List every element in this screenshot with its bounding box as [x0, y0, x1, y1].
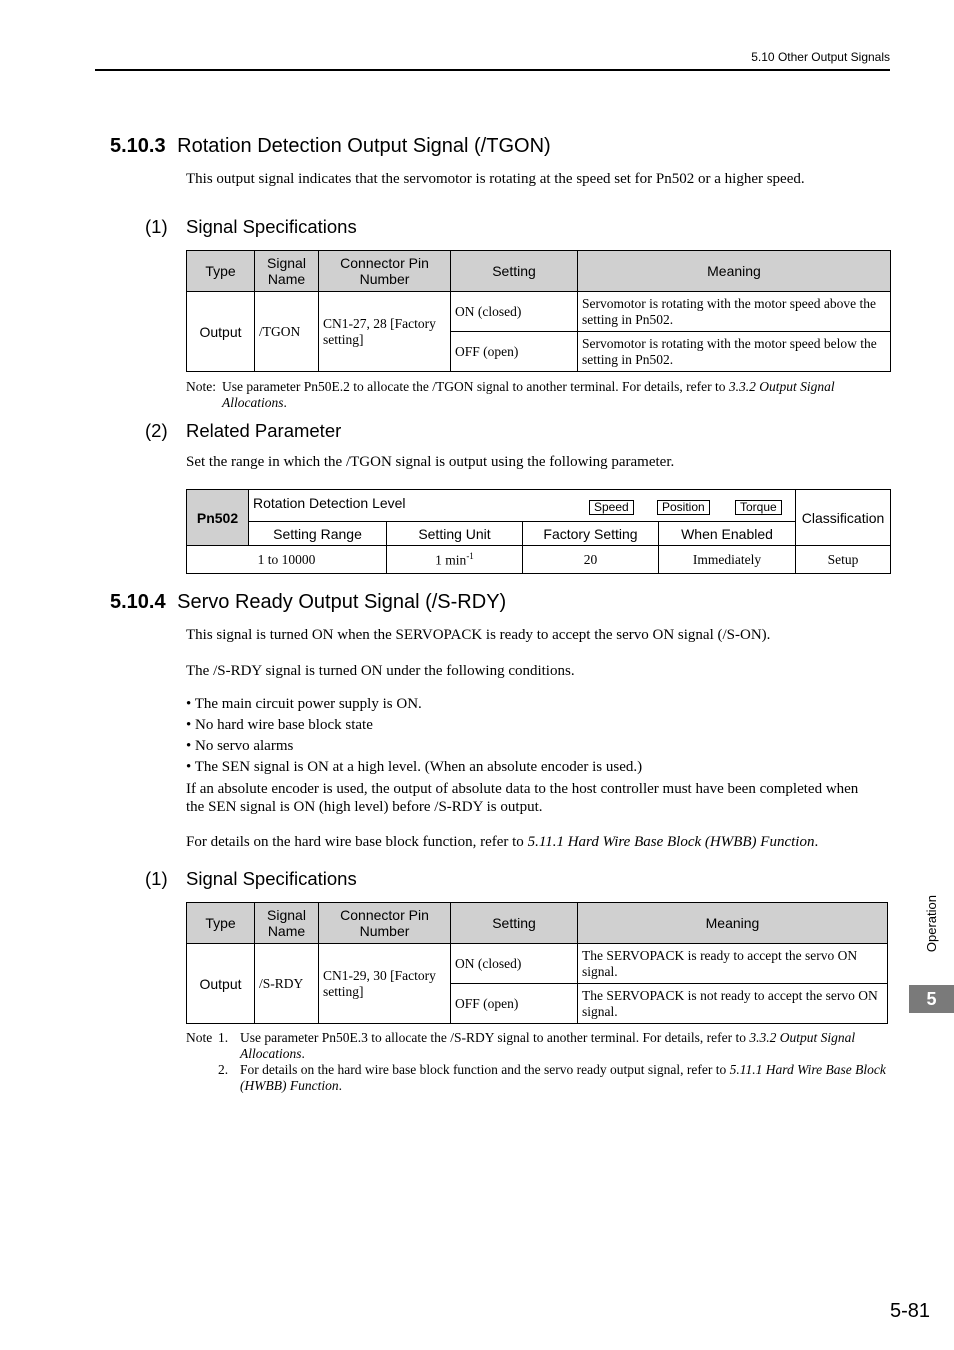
list-item: • The main circuit power supply is ON. — [186, 694, 642, 715]
cell-type: Output — [187, 944, 255, 1024]
cell-type: Output — [187, 292, 255, 372]
col-header-meaning: Meaning — [578, 251, 891, 292]
section-title: Rotation Detection Output Signal (/TGON) — [177, 135, 551, 157]
running-header: 5.10 Other Output Signals — [751, 50, 890, 64]
list-item: • The SEN signal is ON at a high level. (When an absolute encoder is used.) — [186, 757, 642, 778]
cell-setting: ON (closed) — [451, 944, 578, 984]
mode-badge-speed: Speed — [589, 500, 634, 515]
cell-meaning: The SERVOPACK is ready to accept the servo ON signal. — [578, 944, 888, 984]
section-number: 5.10.3 — [110, 135, 166, 157]
value-factory-setting: 20 — [523, 546, 659, 574]
section-title: Servo Ready Output Signal (/S-RDY) — [177, 591, 507, 613]
subsection-heading: (1) Signal Specifications — [145, 868, 357, 889]
col-header-setting: Setting — [451, 903, 578, 944]
col-header-pin: Connector Pin Number — [319, 251, 451, 292]
col-header-type: Type — [187, 903, 255, 944]
cell-setting: ON (closed) — [451, 292, 578, 332]
cross-reference: 3.3.2 Output Signal Allocations — [222, 379, 835, 410]
section-heading-5-10-4 — [110, 591, 506, 614]
page-number: 5-81 — [889, 1300, 930, 1322]
header-factory-setting: Factory Setting — [523, 522, 659, 546]
header-classification: Classification — [796, 490, 891, 546]
conditions-intro: The /S-RDY signal is turned ON under the following conditions. — [186, 663, 575, 679]
header-setting-unit: Setting Unit — [387, 522, 523, 546]
col-header-signal: Signal Name — [255, 903, 319, 944]
srdy-notes: Note 1. Use parameter Pn50E.3 to allocate the /S-RDY signal to another terminal. For details, refer to 3.3.2 Output Signal Allocations. 2. For details on the hard wire base block function and the servo ready output signal, refer to 5.11.1 Hard Wire Base Block (HWBB) Function. — [186, 1030, 886, 1093]
tgon-signal-table — [186, 250, 891, 372]
chapter-side-label: Operation — [924, 895, 939, 953]
param-intro: Set the range in which the /TGON signal is output using the following parameter. — [186, 454, 675, 470]
absolute-encoder-note: If an absolute encoder is used, the output of absolute data to the host controller must have been completed when the SEN signal is ON (high level) before /S-RDY is output. — [186, 781, 859, 815]
srdy-signal-table — [186, 902, 888, 1024]
cell-signal: /TGON — [255, 292, 319, 372]
param-id: Pn502 — [187, 490, 249, 546]
header-rule — [95, 69, 890, 71]
section-intro: This signal is turned ON when the SERVOPACK is ready to accept the servo ON signal (/S-ON). — [186, 627, 771, 643]
cell-pin: CN1-27, 28 [Factory setting] — [319, 292, 451, 372]
cross-reference: 5.11.1 Hard Wire Base Block (HWBB) Function — [240, 1062, 886, 1093]
col-header-signal: Signal Name — [255, 251, 319, 292]
parameter-table — [186, 489, 891, 574]
section-heading-5-10-3 — [110, 135, 551, 158]
hwbb-reference: For details on the hard wire base block function, refer to 5.11.1 Hard Wire Base Block (HWBB) Function. — [186, 834, 819, 850]
mode-badge-position: Position — [657, 500, 710, 515]
value-setting-range: 1 to 10000 — [187, 546, 387, 574]
cell-meaning: The SERVOPACK is not ready to accept the servo ON signal. — [578, 984, 888, 1024]
cell-signal: /S-RDY — [255, 944, 319, 1024]
col-header-type: Type — [187, 251, 255, 292]
param-name: Rotation Detection Level — [253, 495, 406, 511]
cell-meaning: Servomotor is rotating with the motor speed above the setting in Pn502. — [578, 292, 891, 332]
cell-setting: OFF (open) — [451, 332, 578, 372]
value-setting-unit: 1 $\min^{-1}$ — [387, 546, 523, 574]
value-when-enabled: Immediately — [659, 546, 796, 574]
cell-meaning: Servomotor is rotating with the motor speed below the setting in Pn502. — [578, 332, 891, 372]
subsection-heading: (1) Signal Specifications — [145, 216, 357, 237]
chapter-tab: 5 — [909, 985, 954, 1013]
mode-badge-torque: Torque — [735, 500, 782, 515]
conditions-list — [186, 694, 642, 778]
section-intro: This output signal indicates that the servomotor is rotating at the speed set for Pn502 or a higher speed. — [186, 171, 805, 187]
cross-reference: 3.3.2 Output Signal Allocations — [240, 1030, 856, 1061]
section-number: 5.10.4 — [110, 591, 166, 613]
tgon-note: Note: Use parameter Pn50E.2 to allocate the /TGON signal to another terminal. For details, refer to 3.3.2 Output Signal Allocations. — [186, 379, 835, 410]
header-when-enabled: When Enabled — [659, 522, 796, 546]
cell-setting: OFF (open) — [451, 984, 578, 1024]
cell-pin: CN1-29, 30 [Factory setting] — [319, 944, 451, 1024]
list-item: • No hard wire base block state — [186, 715, 642, 736]
value-classification: Setup — [796, 546, 891, 574]
col-header-meaning: Meaning — [578, 903, 888, 944]
list-item: • No servo alarms — [186, 736, 642, 757]
col-header-pin: Connector Pin Number — [319, 903, 451, 944]
col-header-setting: Setting — [451, 251, 578, 292]
param-name-cell — [249, 490, 796, 522]
cross-reference: 5.11.1 Hard Wire Base Block (HWBB) Function — [527, 834, 815, 850]
subsection-heading: (2) Related Parameter — [145, 420, 342, 441]
header-setting-range: Setting Range — [249, 522, 387, 546]
